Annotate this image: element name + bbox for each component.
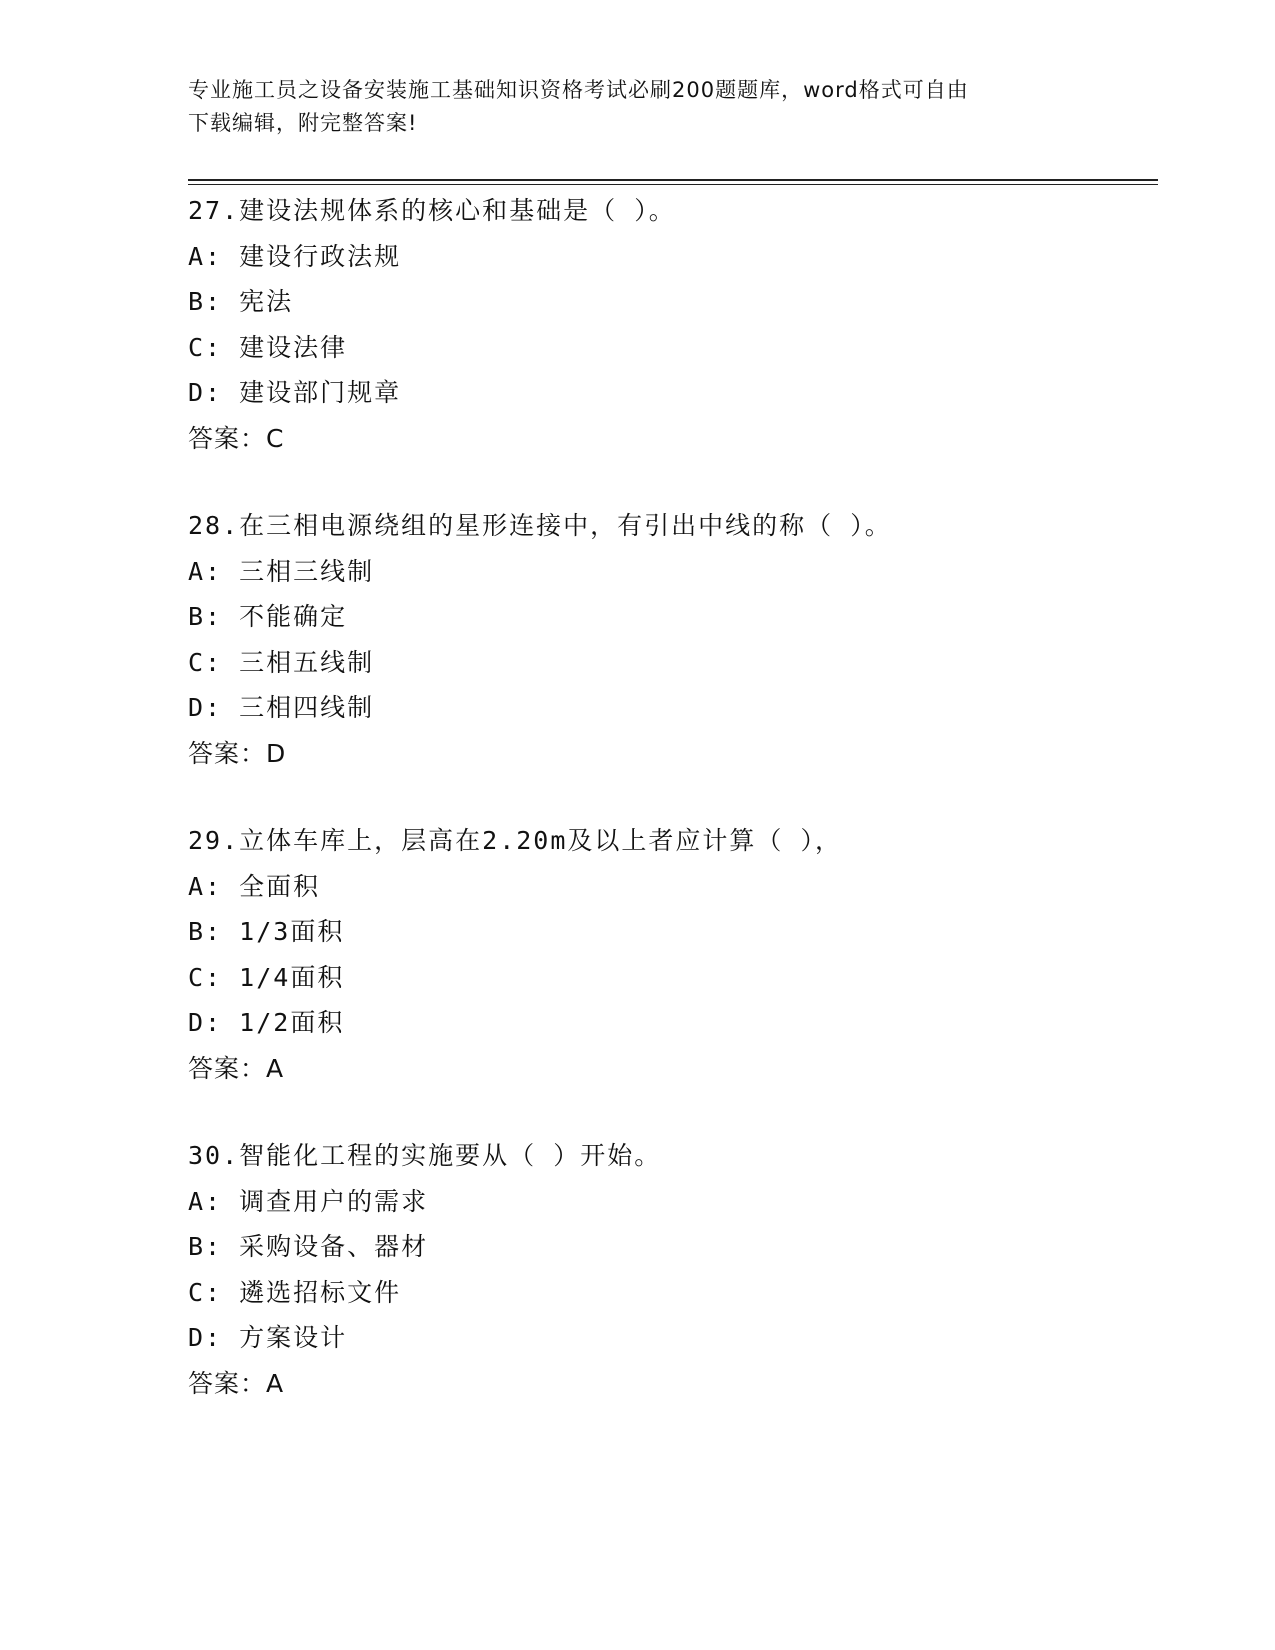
option-text: 遴选招标文件 [239, 1277, 402, 1307]
option-letter: A: [188, 241, 223, 271]
option-a [188, 234, 1168, 280]
option-c [188, 955, 1168, 1001]
option-text: 1/3面积 [239, 917, 345, 946]
option-d [188, 1000, 1168, 1046]
option-b [188, 909, 1168, 955]
option-b [188, 279, 1168, 325]
option-text: 宪法 [239, 287, 294, 316]
option-letter: D: [188, 693, 223, 722]
option-letter: B: [188, 602, 223, 631]
option-text: 三相四线制 [239, 693, 375, 722]
option-text: 建设法律 [239, 332, 348, 362]
option-text: 采购设备、器材 [239, 1232, 429, 1261]
question-stem: 28.在三相电源绕组的星形连接中，有引出中线的称（ ）。 [188, 511, 892, 540]
question-stem: 27.建设法规体系的核心和基础是（ ）。 [188, 196, 676, 225]
question-stem: 30.智能化工程的实施要从（ ）开始。 [188, 1141, 662, 1170]
option-text: 调查用户的需求 [239, 1186, 429, 1216]
option-b [188, 1224, 1168, 1270]
option-letter: A: [188, 871, 223, 901]
option-letter: D: [188, 1008, 223, 1037]
option-letter: D: [188, 1323, 223, 1352]
option-letter: B: [188, 287, 223, 316]
answer-line: 答案：A [188, 1053, 285, 1083]
option-text: 三相五线制 [239, 647, 375, 677]
option-letter: B: [188, 917, 223, 946]
option-letter: A: [188, 1186, 223, 1216]
question-block-27 [188, 188, 1168, 461]
option-letter: C: [188, 962, 223, 992]
header-line-1: 专业施工员之设备安装施工基础知识资格考试必刷200题题库，word格式可自由 [188, 78, 969, 102]
option-d [188, 1315, 1168, 1361]
option-text: 1/4面积 [239, 962, 345, 992]
option-c [188, 325, 1168, 371]
option-letter: C: [188, 647, 223, 677]
option-letter: A: [188, 556, 223, 586]
answer-line: 答案：D [188, 738, 287, 768]
option-b [188, 594, 1168, 640]
option-letter: B: [188, 1232, 223, 1261]
question-block-30 [188, 1133, 1168, 1406]
answer-line: 答案：C [188, 423, 285, 453]
option-text: 三相三线制 [239, 556, 375, 586]
option-d [188, 685, 1168, 731]
option-c [188, 1270, 1168, 1316]
option-letter: D: [188, 378, 223, 407]
option-c [188, 640, 1168, 686]
option-a [188, 864, 1168, 910]
option-a [188, 549, 1168, 595]
header-line-2: 下载编辑，附完整答案! [188, 111, 418, 135]
option-text: 方案设计 [239, 1323, 348, 1352]
option-text: 建设部门规章 [239, 378, 402, 407]
header-divider-top [188, 179, 1158, 181]
question-stem: 29.立体车库上，层高在2.20m及以上者应计算（ ）， [188, 826, 842, 855]
option-letter: C: [188, 1277, 223, 1307]
header-divider-bottom [188, 184, 1158, 185]
document-header [188, 74, 1068, 140]
option-a [188, 1179, 1168, 1225]
option-text: 不能确定 [239, 602, 348, 631]
option-text: 1/2面积 [239, 1008, 345, 1037]
option-text: 全面积 [239, 871, 321, 901]
question-block-28 [188, 503, 1168, 776]
option-d [188, 370, 1168, 416]
option-letter: C: [188, 332, 223, 362]
answer-line: 答案：A [188, 1368, 285, 1398]
question-block-29 [188, 818, 1168, 1091]
option-text: 建设行政法规 [239, 241, 402, 271]
